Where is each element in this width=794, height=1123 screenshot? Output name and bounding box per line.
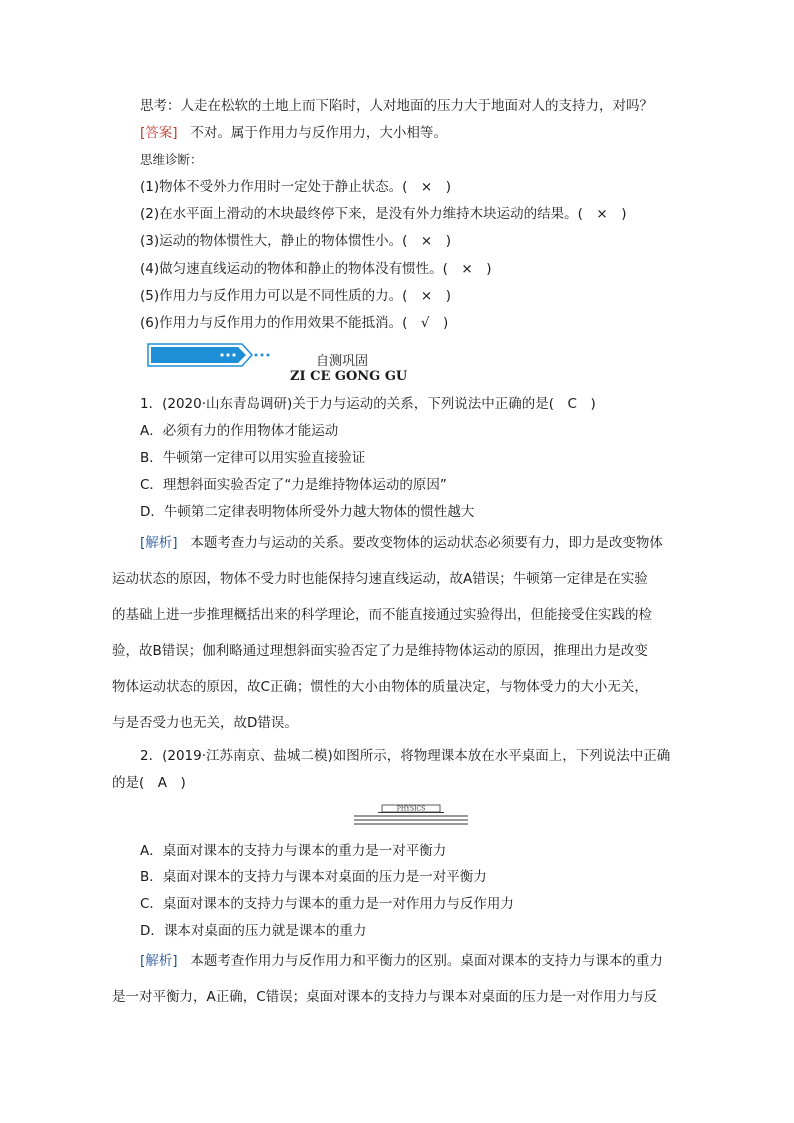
q2-option-d: D．课本对桌面的压力就是课本的重力 <box>140 923 367 939</box>
q1-analysis-line-2: 运动状态的原因，物体不受力时也能保持匀速直线运动，故A错误；牛顿第一定律是在实验 <box>112 571 648 587</box>
q2-analysis-tag: [解析] <box>140 953 178 969</box>
q1-option-d: D．牛顿第二定律表明物体所受外力越大物体的惯性越大 <box>140 504 475 520</box>
q1-analysis-line-5: 物体运动状态的原因，故C正确；惯性的大小由物体的质量决定，与物体受力的大小无关， <box>112 679 648 695</box>
answer-text: 不对。属于作用力与反作用力，大小相等。 <box>190 125 447 141</box>
q2-stem-line-2: 的是( A ) <box>112 775 186 791</box>
section-banner-graphic <box>146 342 270 368</box>
diagnosis-item-1: (1)物体不受外力作用时一定处于静止状态。( × ) <box>140 179 451 195</box>
q1-analysis-line-3: 的基础上进一步推理概括出来的科学理论，而不能直接通过实验得出，但能接受住实践的检 <box>112 607 652 623</box>
section-title: 自测巩固 <box>316 354 369 369</box>
q1-analysis-line-6: 与是否受力也无关，故D错误。 <box>112 715 298 731</box>
q1-stem: 1．(2020·山东青岛调研)关于力与运动的关系，下列说法中正确的是( C ) <box>140 396 596 412</box>
think-question: 思考：人走在松软的土地上而下陷时，人对地面的压力大于地面对人的支持力，对吗？ <box>140 98 653 114</box>
book-label: PHYSICS <box>396 805 426 813</box>
q2-analysis-line-2: 是一对平衡力，A正确，C错误；桌面对课本的支持力与课本对桌面的压力是一对作用力与反 <box>112 989 658 1005</box>
diagnosis-item-4: (4)做匀速直线运动的物体和静止的物体没有惯性。( × ) <box>140 261 492 277</box>
q2-option-b: B．桌面对课本的支持力与课本对桌面的压力是一对平衡力 <box>140 869 487 885</box>
q1-analysis-line-4: 验，故B错误；伽利略通过理想斜面实验否定了力是维持物体运动的原因，推理出力是改变 <box>112 643 648 659</box>
q2-stem-line-1: 2．(2019·江苏南京、盐城二模)如图所示，将物理课本放在水平桌面上，下列说法中正确 <box>140 748 671 764</box>
q1-analysis-line-1 <box>140 533 663 553</box>
physics-book-figure <box>352 802 470 828</box>
q1-option-a: A．必须有力的作用物体才能运动 <box>140 423 339 439</box>
answer-tag: [答案] <box>140 125 178 141</box>
diagnosis-item-6: (6)作用力与反作用力的作用效果不能抵消。( √ ) <box>140 315 449 331</box>
section-pinyin: ZI CE GONG GU <box>290 369 408 384</box>
q2-option-a: A．桌面对课本的支持力与课本的重力是一对平衡力 <box>140 843 447 859</box>
diagnosis-item-3: (3)运动的物体惯性大，静止的物体惯性小。( × ) <box>140 233 451 249</box>
q1-analysis-tag: [解析] <box>140 535 178 551</box>
diagnosis-title: 思维诊断： <box>140 152 203 167</box>
answer-line <box>140 123 447 143</box>
q1-option-c: C．理想斜面实验否定了“力是维持物体运动的原因” <box>140 477 447 493</box>
q1-analysis-text-1: 本题考查力与运动的关系。要改变物体的运动状态必须要有力，即力是改变物体 <box>190 535 663 551</box>
diagnosis-item-5: (5)作用力与反作用力可以是不同性质的力。( × ) <box>140 288 451 304</box>
diagnosis-item-2: (2)在水平面上滑动的木块最终停下来，是没有外力维持木块运动的结果。( × ) <box>140 206 627 222</box>
q1-option-b: B．牛顿第一定律可以用实验直接验证 <box>140 450 366 466</box>
q2-analysis-line-1 <box>140 951 663 971</box>
q2-option-c: C．桌面对课本的支持力与课本的重力是一对作用力与反作用力 <box>140 896 514 912</box>
q2-analysis-text-1: 本题考查作用力与反作用力和平衡力的区别。桌面对课本的支持力与课本的重力 <box>190 953 663 969</box>
